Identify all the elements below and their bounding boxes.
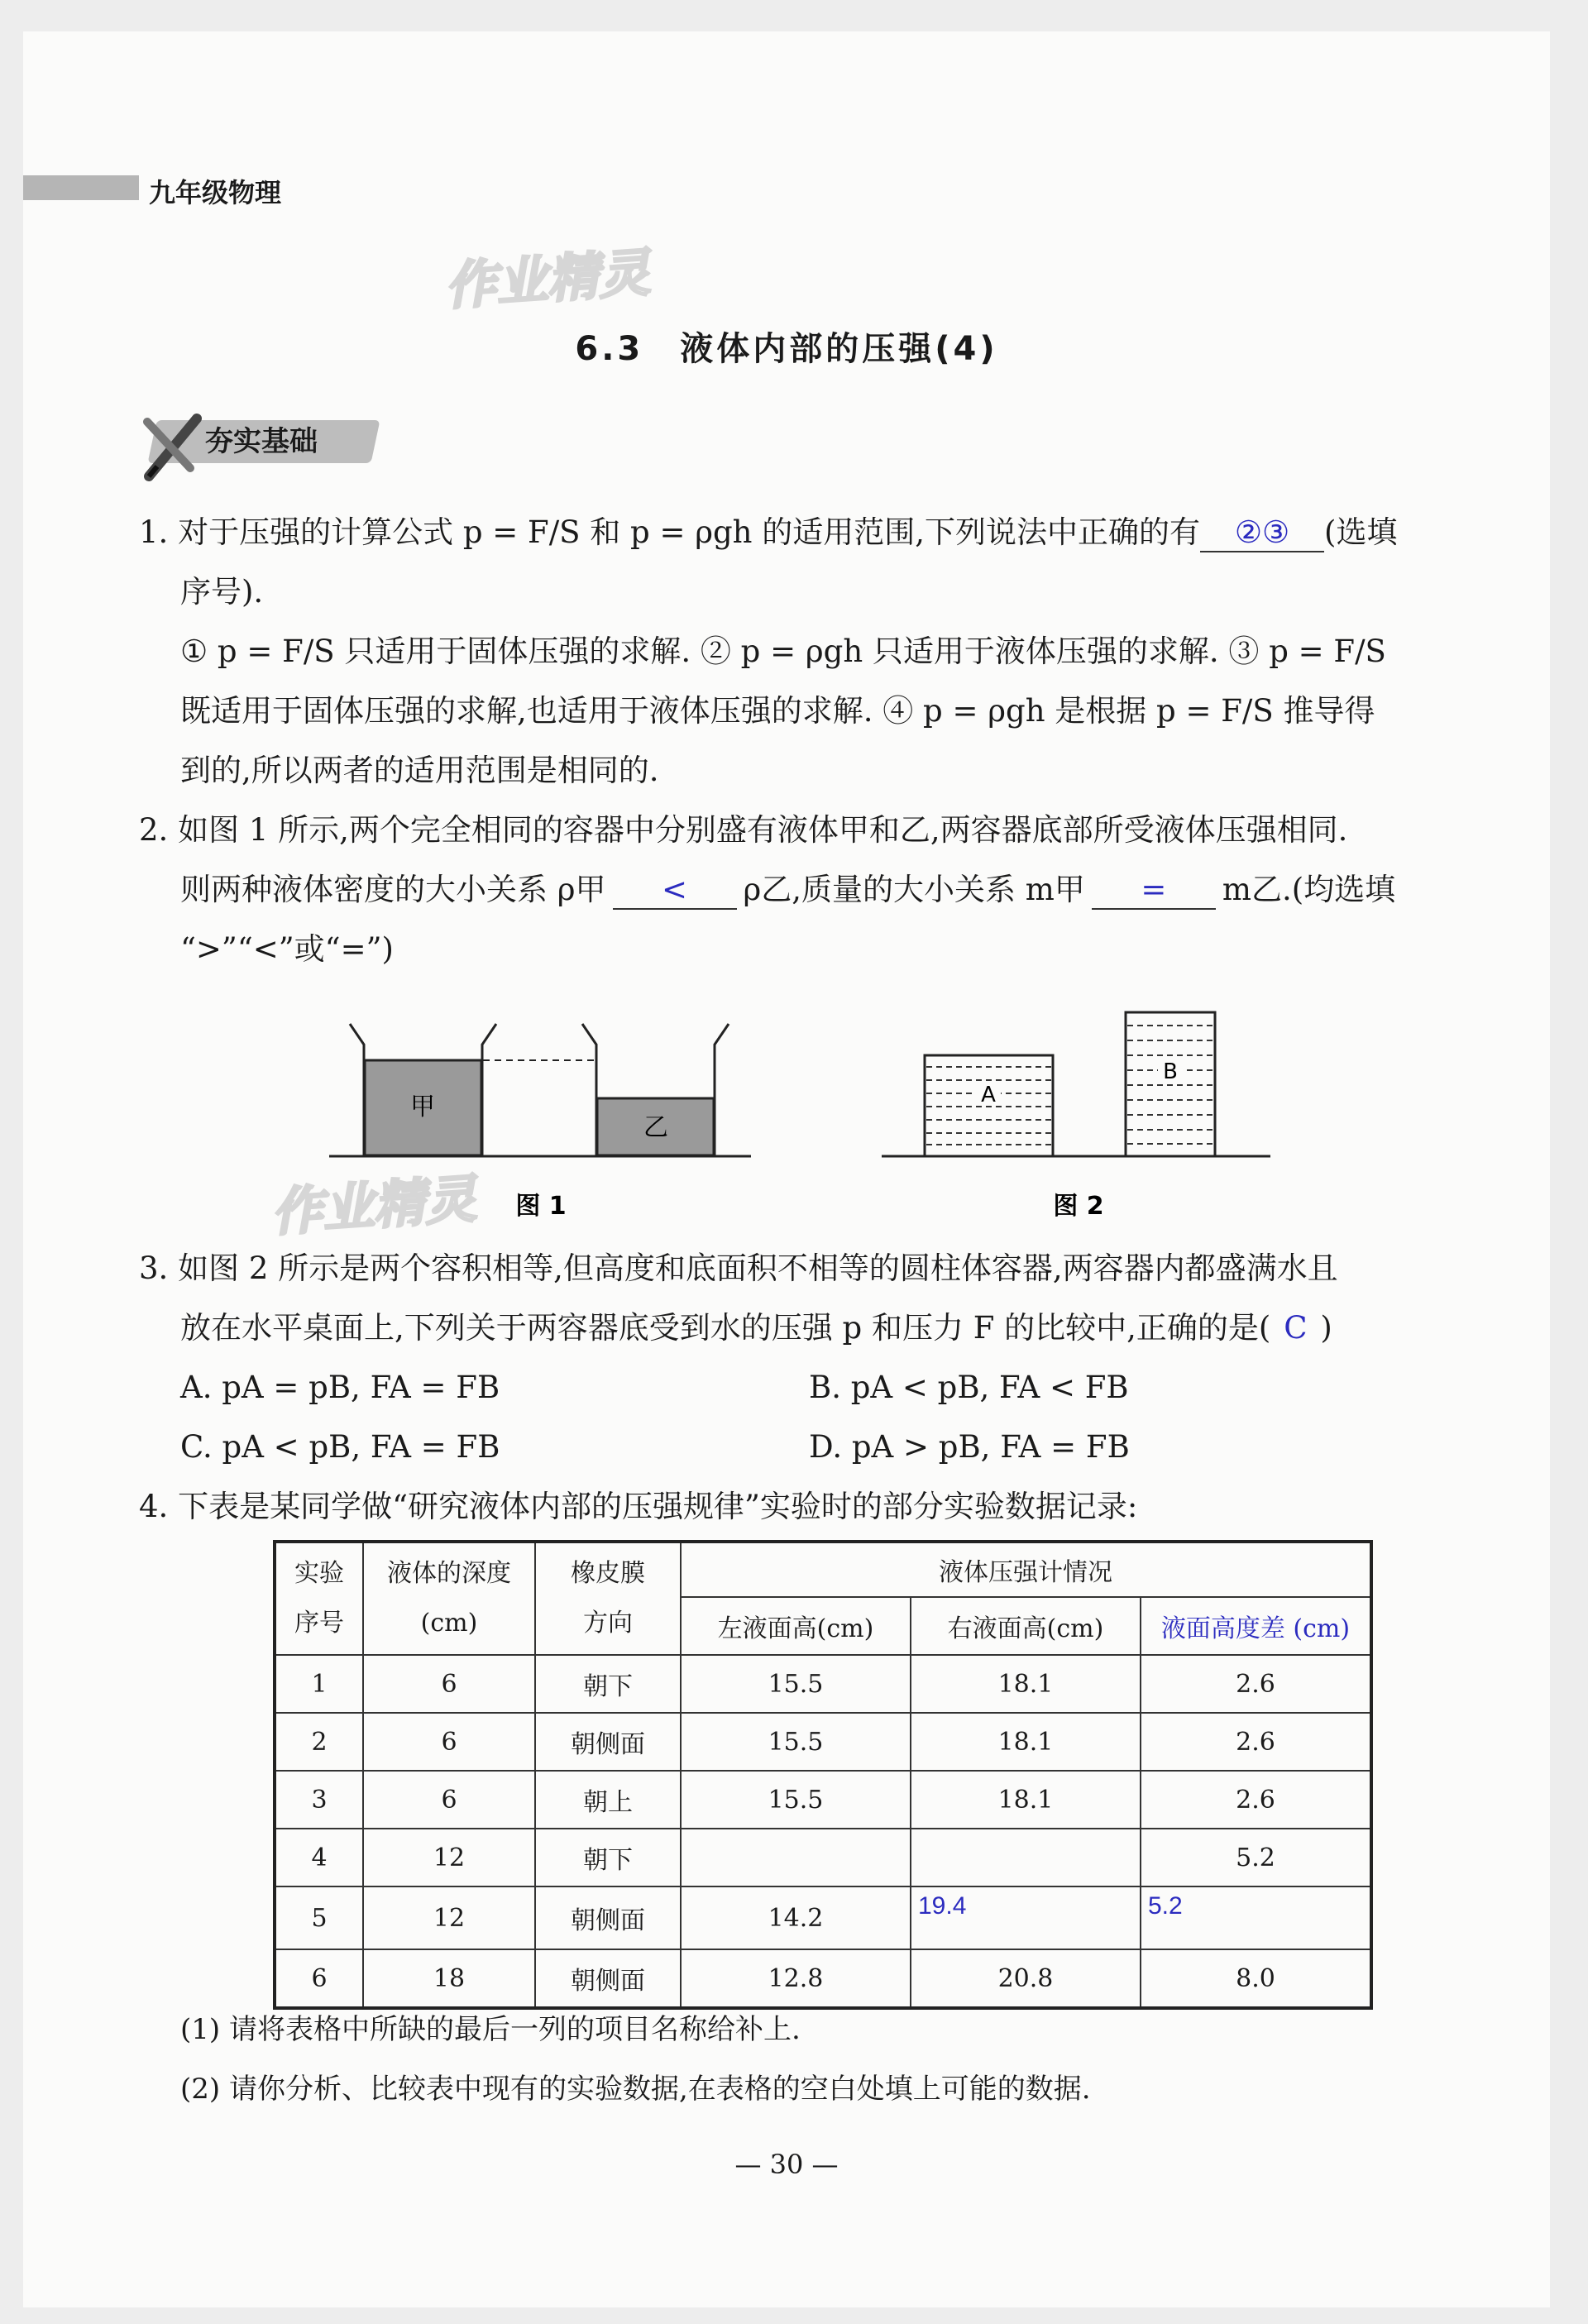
table-row [275, 1886, 1371, 1949]
q1-line3: ① p = F/S 只适用于固体压强的求解. ② p = ρgh 只适用于液体压强的求解. ③ p = F/S [180, 634, 1386, 669]
cell: 20.8 [911, 1949, 1141, 2008]
q3-option-a[interactable]: A. pA = pB, FA = FB [180, 1370, 500, 1405]
cell: 15.5 [681, 1655, 911, 1713]
header-text: 序号 [294, 1609, 344, 1638]
figure-2-caption: 图 2 [1053, 1192, 1104, 1221]
header-text: 液体的深度 [387, 1559, 511, 1588]
q1-line4: 既适用于固体压强的求解,也适用于液体压强的求解. ④ p = ρgh 是根据 p = F/S 推导得 [180, 693, 1375, 729]
page-title: 6.3 液体内部的压强(4) [575, 330, 998, 368]
svg-text:作业精灵: 作业精灵 [442, 241, 653, 317]
q3-text: 放在水平桌面上,下列关于两容器底受到水的压强 p 和压力 F 的比较中,正确的是( [180, 1310, 1271, 1346]
header-text: (cm) [420, 1609, 478, 1638]
page-number: — 30 — [734, 2149, 839, 2180]
cell: 14.2 [681, 1886, 911, 1949]
q1-answer: ②③ [1234, 514, 1290, 550]
q2-line3: “>”“<”或“=”) [180, 931, 394, 967]
q3-option-c[interactable]: C. pA < pB, FA = FB [180, 1429, 500, 1465]
q2-blank-2[interactable] [1092, 872, 1216, 910]
cell: 12 [363, 1829, 535, 1886]
cell: 4 [275, 1829, 363, 1886]
header-bar [23, 175, 139, 200]
q2-text-a: 则两种液体密度的大小关系 ρ甲 [180, 872, 606, 907]
q4-sub1: (1) 请将表格中所缺的最后一列的项目名称给补上. [180, 2013, 801, 2046]
cell: 15.5 [681, 1771, 911, 1829]
section-label: 夯实基础 [205, 425, 318, 458]
blank-cell[interactable] [911, 1829, 1141, 1886]
answer-cell[interactable]: 5.2 [1141, 1886, 1371, 1949]
q3-option-b[interactable]: B. pA < pB, FA < FB [809, 1370, 1129, 1405]
cell: 5 [275, 1886, 363, 1949]
header-cell-index [275, 1542, 363, 1655]
figures [23, 1007, 1550, 1247]
cell: 2.6 [1141, 1771, 1371, 1829]
table-row [275, 1829, 1371, 1886]
table-row [275, 1713, 1371, 1771]
header-cell-depth [363, 1542, 535, 1655]
table-row [275, 1771, 1371, 1829]
q3-line2 [180, 1310, 1332, 1346]
header-text: 橡皮膜 [571, 1559, 645, 1588]
q4-intro: 4. 下表是某同学做“研究液体内部的压强规律”实验时的部分实验数据记录: [139, 1489, 1138, 1524]
q1-text-tail: (选填 [1324, 514, 1398, 550]
cell: 6 [363, 1713, 535, 1771]
header-label: 九年级物理 [149, 177, 282, 208]
q1-line1 [139, 514, 1397, 552]
cell: 2.6 [1141, 1713, 1371, 1771]
cell: 18.1 [911, 1655, 1141, 1713]
cell: 12.8 [681, 1949, 911, 2008]
header-text: 实验 [294, 1559, 344, 1588]
watermark [263, 1164, 528, 1247]
cell: 3 [275, 1771, 363, 1829]
page [23, 31, 1550, 2307]
pencil-icon [139, 410, 213, 485]
cell: 6 [363, 1655, 535, 1713]
figure-2 [882, 1012, 1270, 1221]
cell: 18.1 [911, 1713, 1141, 1771]
header-cell-membrane [535, 1542, 681, 1655]
answer-cell[interactable]: 19.4 [911, 1886, 1141, 1949]
cell: 朝下 [535, 1655, 681, 1713]
q1-answer-blank[interactable] [1200, 514, 1324, 552]
blank-cell[interactable] [681, 1829, 911, 1886]
label-b: B [1163, 1059, 1178, 1084]
cell: 朝上 [535, 1771, 681, 1829]
q2-blank-1[interactable] [613, 872, 737, 910]
q2-answer-2: = [1141, 872, 1167, 907]
cell: 朝侧面 [535, 1949, 681, 2008]
cell: 1 [275, 1655, 363, 1713]
table-header-row [275, 1542, 1371, 1597]
data-table [273, 1540, 1373, 2010]
q1-text: 1. 对于压强的计算公式 p = F/S 和 p = ρgh 的适用范围,下列说法中正确的有 [139, 514, 1201, 550]
q2-text-c: m乙.(均选填 [1222, 872, 1396, 907]
header-cell-left-level: 左液面高(cm) [681, 1597, 911, 1655]
watermark [437, 238, 701, 321]
cell: 18 [363, 1949, 535, 2008]
cell: 朝侧面 [535, 1886, 681, 1949]
cell: 6 [363, 1771, 535, 1829]
q3-option-d[interactable]: D. pA > pB, FA = FB [809, 1429, 1130, 1465]
q1-line2: 序号). [180, 574, 264, 610]
q2-line1: 2. 如图 1 所示,两个完全相同的容器中分别盛有液体甲和乙,两容器底部所受液体压强相同. [139, 812, 1348, 848]
q2-line2 [180, 872, 1395, 910]
label-jia: 甲 [410, 1093, 435, 1121]
q1-line5: 到的,所以两者的适用范围是相同的. [180, 753, 659, 788]
cell: 2.6 [1141, 1655, 1371, 1713]
q3-close-paren: ) [1320, 1310, 1332, 1346]
label-a: A [981, 1083, 996, 1107]
header-cell-right-level: 右液面高(cm) [911, 1597, 1141, 1655]
q2-answer-1: < [662, 872, 688, 907]
cell: 8.0 [1141, 1949, 1371, 2008]
cell: 朝下 [535, 1829, 681, 1886]
label-yi: 乙 [643, 1113, 668, 1142]
svg-text:作业精灵: 作业精灵 [269, 1168, 479, 1243]
cell: 6 [275, 1949, 363, 2008]
cell: 18.1 [911, 1771, 1141, 1829]
q4-sub2: (2) 请你分析、比较表中现有的实验数据,在表格的空白处填上可能的数据. [180, 2073, 1091, 2106]
figure-1-caption: 图 1 [515, 1192, 567, 1221]
q3-answer[interactable]: C [1284, 1310, 1308, 1346]
q2-text-b: ρ乙,质量的大小关系 m甲 [743, 872, 1085, 907]
cell: 5.2 [1141, 1829, 1371, 1886]
header-cell-height-diff[interactable]: 液面高度差 (cm) [1141, 1597, 1371, 1655]
cell: 15.5 [681, 1713, 911, 1771]
q3-line1: 3. 如图 2 所示是两个容积相等,但高度和底面积不相等的圆柱体容器,两容器内都盛满水且 [139, 1250, 1338, 1286]
cell: 2 [275, 1713, 363, 1771]
header-text: 方向 [583, 1609, 633, 1638]
table-row [275, 1949, 1371, 2008]
cell: 12 [363, 1886, 535, 1949]
table-row [275, 1655, 1371, 1713]
cell: 朝侧面 [535, 1713, 681, 1771]
header-cell-group: 液体压强计情况 [681, 1542, 1371, 1597]
